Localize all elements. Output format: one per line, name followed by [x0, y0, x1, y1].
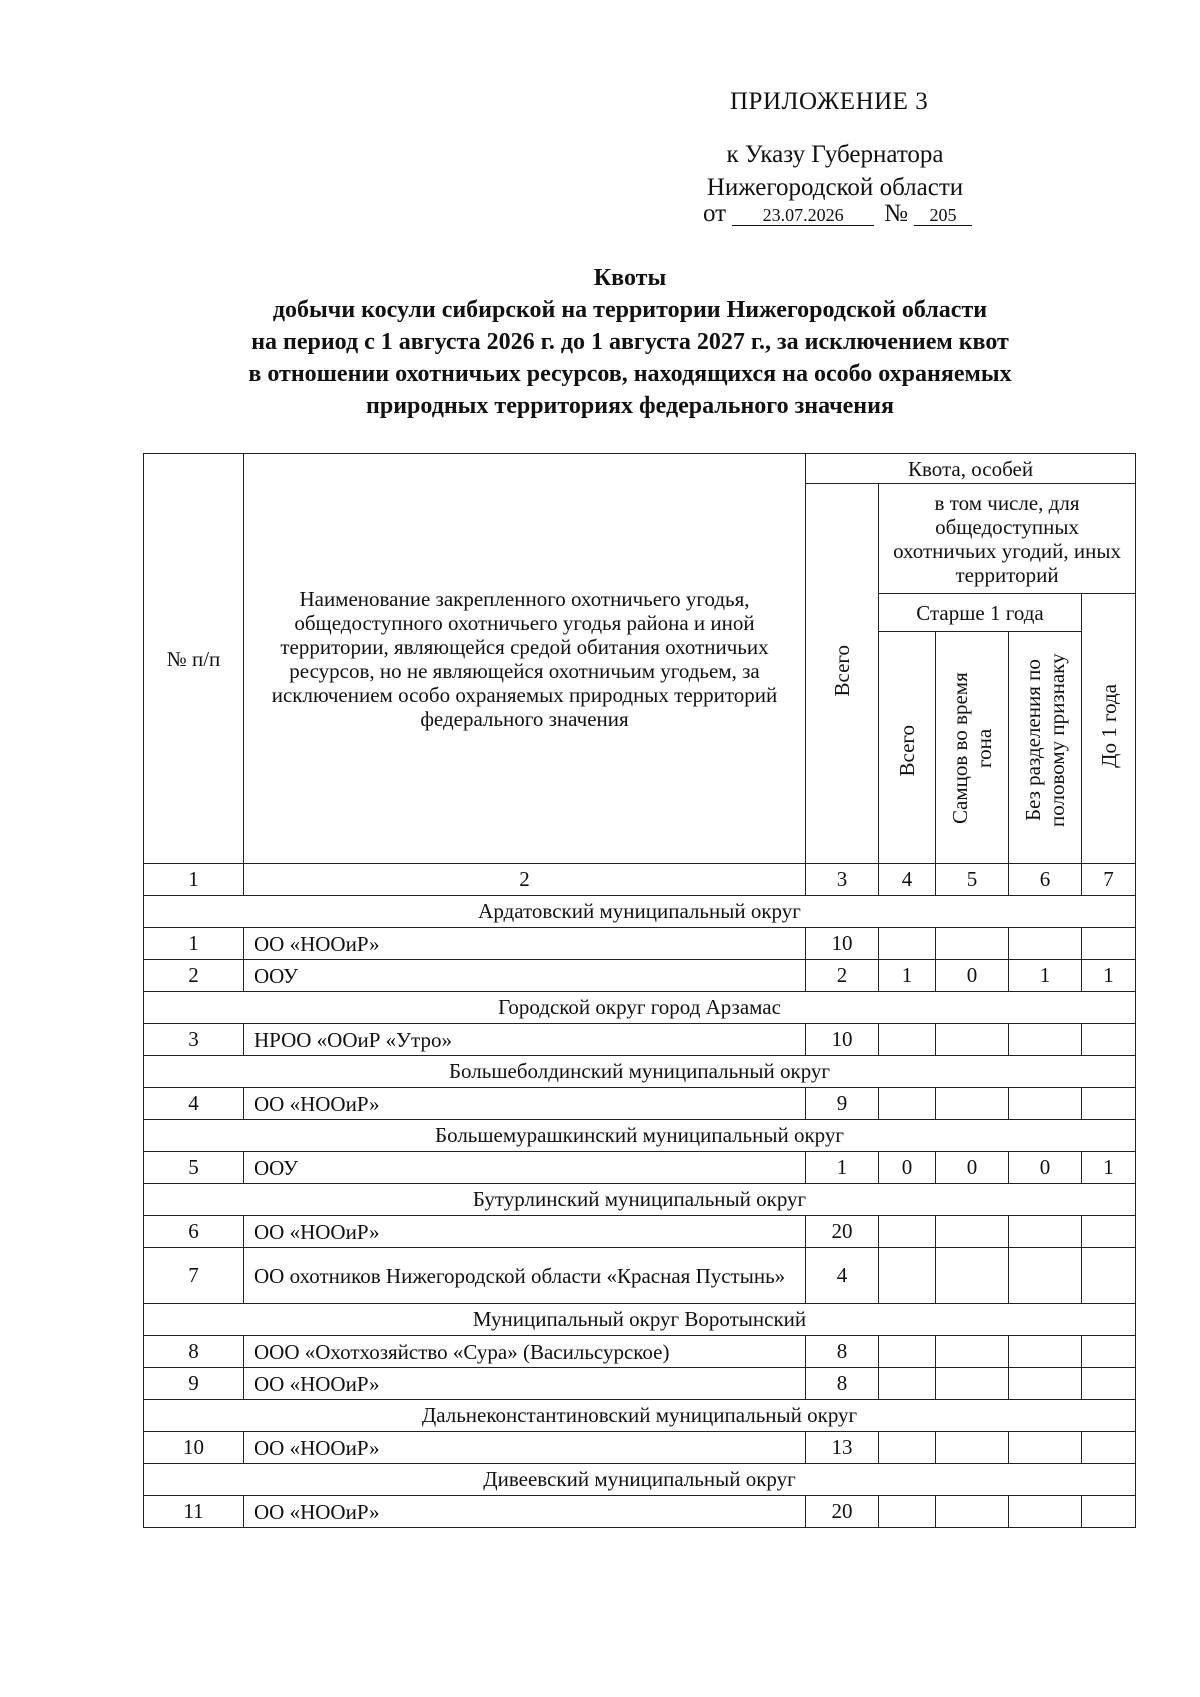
- row-older-total: [879, 1024, 936, 1056]
- date-prefix: от: [703, 200, 727, 227]
- section-title: Городской округ город Арзамас: [144, 992, 1136, 1024]
- header-quota: Квота, особей: [806, 454, 1136, 484]
- header-under-one: До 1 года: [1096, 684, 1121, 768]
- column-numbers-row: [144, 864, 1136, 896]
- row-no-sex: 0: [1009, 1152, 1082, 1184]
- row-males: [936, 1024, 1009, 1056]
- row-number: 9: [144, 1368, 244, 1400]
- row-males: [936, 1248, 1009, 1304]
- number-prefix: №: [884, 200, 908, 227]
- row-no-sex: [1009, 1024, 1082, 1056]
- section-row: [144, 992, 1136, 1024]
- header-no-sex-cell: [1009, 632, 1082, 864]
- row-no-sex: [1009, 1368, 1082, 1400]
- table-row: [144, 1152, 1136, 1184]
- row-total: 10: [806, 928, 879, 960]
- row-total: 20: [806, 1496, 879, 1528]
- section-title: Большеболдинский муниципальный округ: [144, 1056, 1136, 1088]
- section-row: [144, 1056, 1136, 1088]
- row-males: [936, 1216, 1009, 1248]
- row-older-total: [879, 1368, 936, 1400]
- decree-line-2: Нижегородской области: [706, 174, 964, 201]
- header-name: Наименование закрепленного охотничьего угодья, общедоступного охотничьего угодья района и иной территории, являющейся средой обитания охотничьих ресурсов, но не являющейся охотничьим угодьем, за исключением особо охраняемых природных территорий федерального значения: [244, 454, 806, 864]
- row-name: ООУ: [244, 960, 806, 992]
- row-under-one: 1: [1082, 960, 1136, 992]
- document-title: [120, 262, 1140, 422]
- header-males-cell: [936, 632, 1009, 864]
- row-total: 8: [806, 1368, 879, 1400]
- row-older-total: [879, 1088, 936, 1120]
- row-name: ОО «НООиР»: [244, 1432, 806, 1464]
- table-row: [144, 1248, 1136, 1304]
- table-row: [144, 1024, 1136, 1056]
- header-older-total-cell: [879, 632, 936, 864]
- row-under-one: [1082, 1496, 1136, 1528]
- row-older-total: [879, 1432, 936, 1464]
- col-number: 7: [1082, 864, 1136, 896]
- row-no-sex: [1009, 1216, 1082, 1248]
- row-total: 4: [806, 1248, 879, 1304]
- table-row: [144, 1496, 1136, 1528]
- col-number: 2: [244, 864, 806, 896]
- row-total: 1: [806, 1152, 879, 1184]
- row-under-one: 1: [1082, 1152, 1136, 1184]
- section-title: Муниципальный округ Воротынский: [144, 1304, 1136, 1336]
- decree-date: 23.07.2026: [732, 205, 874, 226]
- section-row: [144, 1400, 1136, 1432]
- row-total: 8: [806, 1336, 879, 1368]
- section-row: [144, 1184, 1136, 1216]
- table-row: [144, 1368, 1136, 1400]
- table-row: [144, 1088, 1136, 1120]
- row-number: 7: [144, 1248, 244, 1304]
- row-name: ООО «Охотхозяйство «Сура» (Васильсурское): [244, 1336, 806, 1368]
- row-total: 20: [806, 1216, 879, 1248]
- header-num: № п/п: [144, 454, 244, 864]
- row-older-total: [879, 1248, 936, 1304]
- row-name: ОО «НООиР»: [244, 928, 806, 960]
- header-total-cell: [806, 484, 879, 864]
- table-row: [144, 928, 1136, 960]
- col-number: 3: [806, 864, 879, 896]
- row-under-one: [1082, 1088, 1136, 1120]
- row-no-sex: [1009, 1336, 1082, 1368]
- row-number: 2: [144, 960, 244, 992]
- row-under-one: [1082, 1368, 1136, 1400]
- row-total: 2: [806, 960, 879, 992]
- row-males: [936, 928, 1009, 960]
- table-row: [144, 1336, 1136, 1368]
- section-title: Большемурашкинский муниципальный округ: [144, 1120, 1136, 1152]
- row-name: ОО «НООиР»: [244, 1088, 806, 1120]
- row-total: 13: [806, 1432, 879, 1464]
- decree-number: 205: [914, 205, 972, 226]
- header-males: Самцов во время гона: [948, 672, 996, 824]
- row-number: 4: [144, 1088, 244, 1120]
- row-total: 9: [806, 1088, 879, 1120]
- quotas-table-body: [144, 864, 1136, 1528]
- title-line-2: добычи косули сибирской на территории Нижегородской области: [272, 297, 988, 323]
- row-under-one: [1082, 1432, 1136, 1464]
- header-older: Старше 1 года: [879, 594, 1082, 632]
- title-line-1: Квоты: [593, 265, 667, 291]
- quotas-table: [143, 453, 1136, 1528]
- title-line-3: на период с 1 августа 2026 г. до 1 августа 2027 г., за исключением квот: [251, 329, 1009, 355]
- row-name: ОО «НООиР»: [244, 1216, 806, 1248]
- section-row: [144, 896, 1136, 928]
- row-males: 0: [936, 1152, 1009, 1184]
- section-title: Дивеевский муниципальный округ: [144, 1464, 1136, 1496]
- header-total: Всего: [830, 645, 854, 697]
- row-no-sex: [1009, 928, 1082, 960]
- row-no-sex: [1009, 1496, 1082, 1528]
- header-no-sex: Без разделения по половому признаку: [1021, 653, 1069, 827]
- row-total: 10: [806, 1024, 879, 1056]
- row-no-sex: [1009, 1248, 1082, 1304]
- row-no-sex: [1009, 1088, 1082, 1120]
- col-number: 4: [879, 864, 936, 896]
- row-males: [936, 1088, 1009, 1120]
- row-number: 8: [144, 1336, 244, 1368]
- title-line-4: в отношении охотничьих ресурсов, находящихся на особо охраняемых: [248, 361, 1012, 387]
- section-row: [144, 1120, 1136, 1152]
- row-under-one: [1082, 1024, 1136, 1056]
- decree-reference: [690, 138, 980, 204]
- row-name: ОО охотников Нижегородской области «Красная Пустынь»: [244, 1248, 806, 1304]
- section-title: Ардатовский муниципальный округ: [144, 896, 1136, 928]
- row-older-total: [879, 1216, 936, 1248]
- header-older-total: Всего: [895, 724, 919, 776]
- row-males: [936, 1496, 1009, 1528]
- row-no-sex: [1009, 1432, 1082, 1464]
- row-name: ООУ: [244, 1152, 806, 1184]
- row-older-total: [879, 1496, 936, 1528]
- section-row: [144, 1464, 1136, 1496]
- row-under-one: [1082, 1336, 1136, 1368]
- col-number: 1: [144, 864, 244, 896]
- decree-date-number: [703, 200, 972, 228]
- row-number: 6: [144, 1216, 244, 1248]
- decree-line-1: к Указу Губернатора: [726, 141, 944, 168]
- appendix-label: ПРИЛОЖЕНИЕ 3: [730, 88, 929, 115]
- section-title: Бутурлинский муниципальный округ: [144, 1184, 1136, 1216]
- row-males: [936, 1432, 1009, 1464]
- row-number: 1: [144, 928, 244, 960]
- row-under-one: [1082, 1248, 1136, 1304]
- row-older-total: 0: [879, 1152, 936, 1184]
- col-number: 5: [936, 864, 1009, 896]
- row-older-total: [879, 1336, 936, 1368]
- table-row: [144, 960, 1136, 992]
- row-no-sex: 1: [1009, 960, 1082, 992]
- row-number: 5: [144, 1152, 244, 1184]
- row-name: ОО «НООиР»: [244, 1496, 806, 1528]
- row-number: 11: [144, 1496, 244, 1528]
- col-number: 6: [1009, 864, 1082, 896]
- row-males: [936, 1368, 1009, 1400]
- header-including: в том числе, для общедоступных охотничьих угодий, иных территорий: [879, 484, 1136, 594]
- row-name: НРОО «ООиР «Утро»: [244, 1024, 806, 1056]
- row-older-total: [879, 928, 936, 960]
- section-title: Дальнеконстантиновский муниципальный округ: [144, 1400, 1136, 1432]
- row-males: [936, 1336, 1009, 1368]
- table-row: [144, 1432, 1136, 1464]
- row-under-one: [1082, 928, 1136, 960]
- title-line-5: природных территориях федерального значения: [366, 393, 894, 419]
- header-under-one-cell: [1082, 594, 1136, 864]
- row-males: 0: [936, 960, 1009, 992]
- row-number: 10: [144, 1432, 244, 1464]
- row-number: 3: [144, 1024, 244, 1056]
- section-row: [144, 1304, 1136, 1336]
- table-row: [144, 1216, 1136, 1248]
- row-older-total: 1: [879, 960, 936, 992]
- row-name: ОО «НООиР»: [244, 1368, 806, 1400]
- row-under-one: [1082, 1216, 1136, 1248]
